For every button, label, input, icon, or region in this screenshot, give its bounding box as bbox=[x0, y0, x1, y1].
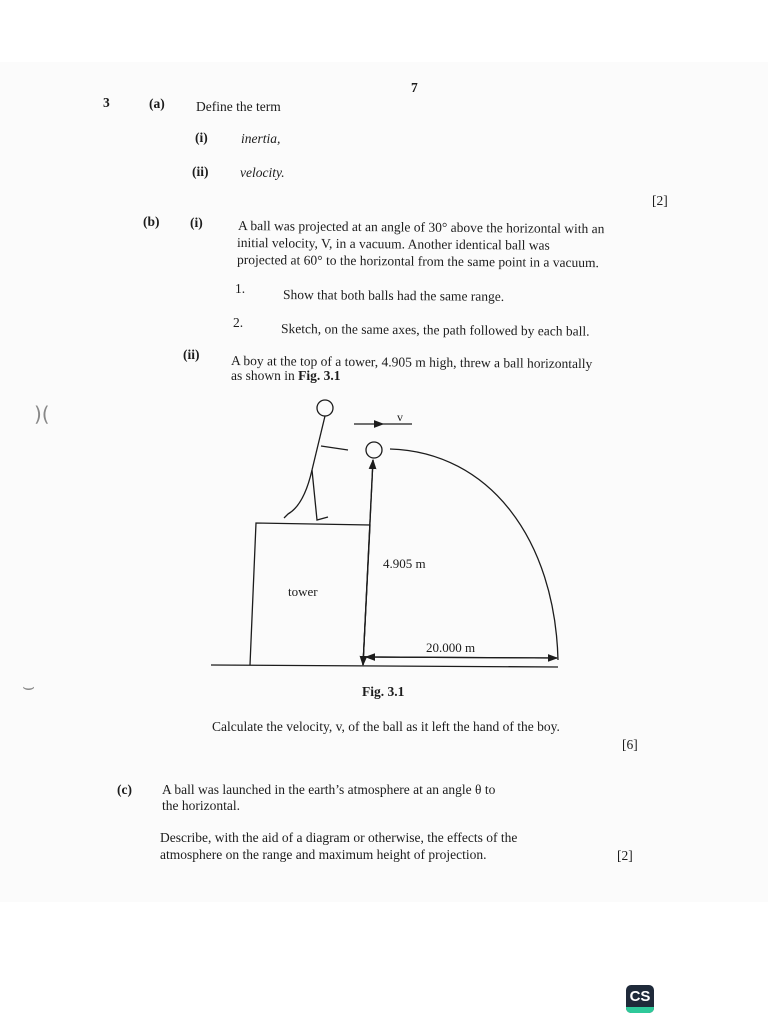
part-c-marks: [2] bbox=[617, 848, 633, 863]
trajectory-curve bbox=[390, 449, 558, 660]
task-2-label: 2. bbox=[233, 315, 244, 330]
height-label: 4.905 m bbox=[383, 556, 426, 571]
part-b-label: (b) bbox=[143, 214, 160, 229]
boy-head bbox=[317, 400, 333, 416]
part-c-label: (c) bbox=[117, 782, 132, 797]
task-1-text: Show that both balls had the same range. bbox=[282, 287, 505, 304]
boy-leg bbox=[284, 470, 312, 518]
part-c-describe-line: Describe, with the aid of a diagram or otherwise, the effects of the bbox=[160, 830, 518, 845]
part-c-describe-line: atmosphere on the range and maximum height of projection. bbox=[160, 847, 487, 862]
page-number: 7 bbox=[411, 80, 418, 95]
question-number: 3 bbox=[103, 95, 110, 110]
part-b-ii-label: (ii) bbox=[183, 347, 200, 362]
task-2-text: Sketch, on the same axes, the path followed by each ball. bbox=[280, 321, 590, 339]
ground-line bbox=[211, 665, 558, 667]
logo-text: CS bbox=[629, 988, 651, 1005]
part-b-i-line: initial velocity, V, in a vacuum. Another identical ball was bbox=[236, 235, 550, 253]
boy-body bbox=[312, 416, 325, 470]
boy-leg bbox=[312, 470, 328, 520]
part-b-i-line: projected at 60° to the horizontal from the same point in a vacuum. bbox=[236, 252, 599, 271]
figure-tower-projectile bbox=[200, 390, 600, 690]
ball bbox=[366, 442, 382, 458]
part-b-ii-line: A boy at the top of a tower, 4.905 m high, threw a ball horizontally bbox=[230, 353, 593, 372]
part-b-ii-line bbox=[231, 368, 341, 384]
part-a-prompt: Define the term bbox=[196, 99, 281, 114]
tower-label: tower bbox=[288, 584, 318, 599]
part-b-marks: [6] bbox=[622, 737, 638, 752]
part-a-label: (a) bbox=[149, 96, 165, 111]
punch-hole-mark: ⌣ bbox=[22, 674, 36, 698]
part-b-i-label: (i) bbox=[190, 215, 203, 230]
part-b-i-line: A ball was projected at an angle of 30° above the horizontal with an bbox=[237, 218, 605, 237]
figure-caption: Fig. 3.1 bbox=[362, 684, 405, 699]
figure-reference: Fig. 3.1 bbox=[298, 368, 341, 383]
task-1-label: 1. bbox=[235, 281, 246, 296]
boy-arm bbox=[321, 446, 348, 450]
camscanner-logo bbox=[626, 985, 654, 1013]
part-a-i-text: inertia, bbox=[241, 131, 281, 146]
part-a-i-label: (i) bbox=[195, 130, 208, 145]
part-a-marks: [2] bbox=[652, 193, 668, 208]
boy-figure bbox=[284, 400, 348, 520]
part-c-line: A ball was launched in the earth’s atmosphere at an angle θ to bbox=[162, 782, 496, 797]
distance-label: 20.000 m bbox=[426, 640, 476, 655]
velocity-label: v bbox=[397, 410, 403, 424]
part-b-ii-prefix: as shown in bbox=[231, 368, 299, 383]
part-a-ii-label: (ii) bbox=[192, 164, 209, 179]
part-c-line: the horizontal. bbox=[162, 798, 240, 813]
punch-hole-mark: )( bbox=[34, 402, 50, 426]
part-b-ii-question: Calculate the velocity, v, of the ball as it left the hand of the boy. bbox=[212, 719, 560, 734]
part-a-ii-text: velocity. bbox=[240, 165, 285, 180]
